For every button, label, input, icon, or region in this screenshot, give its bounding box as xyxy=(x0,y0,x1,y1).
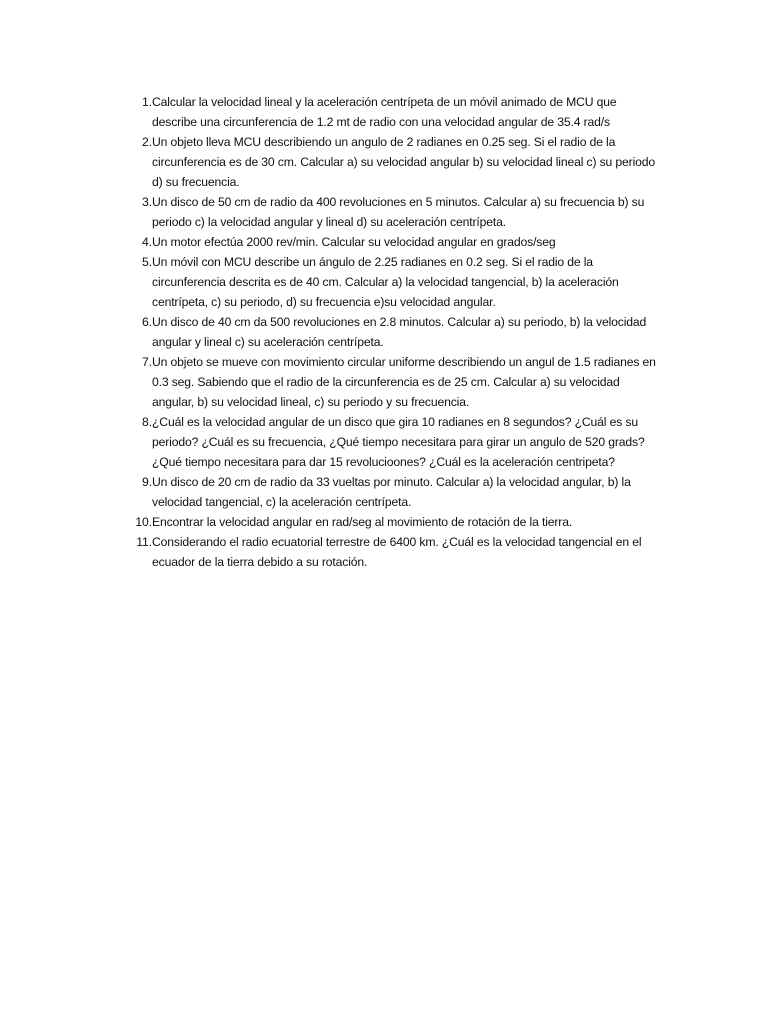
problem-text-9 xyxy=(152,472,662,512)
problem-number-4: 4. xyxy=(142,235,152,249)
problem-text-8-content: ¿Cuál es la velocidad angular de un disco que gira 10 radianes en 8 segundos? ¿Cuál es su periodo? ¿Cuál es su frecuencia, ¿Qué tiempo necesitara para girar un angulo de 520 grads? ¿Qué tiempo necesitara para dar 15 revolucioones? ¿Cuál es la aceleración centripeta? xyxy=(152,415,645,469)
problem-number-1: 1. xyxy=(142,95,152,109)
problem-text-9-content: Un disco de 20 cm de radio da 33 vueltas por minuto. Calcular a) la velocidad angular, b) la velocidad tangencial, c) la aceleración centrípeta. xyxy=(152,475,631,509)
problem-text-11-content: Considerando el radio ecuatorial terrestre de 6400 km. ¿Cuál es la velocidad tangencial en el ecuador de la tierra debido a su rotación. xyxy=(152,535,642,569)
problem-text-5 xyxy=(152,252,662,312)
problem-text-4 xyxy=(152,232,662,252)
problem-number-wrap-3 xyxy=(126,192,152,212)
problem-text-7-content: Un objeto se mueve con movimiento circular uniforme describiendo un angul de 1.5 radianes en 0.3 seg. Sabiendo que el radio de la circunferencia es de 25 cm. Calcular a) su velocidad angular, b) su velocidad lineal, c) su periodo y su frecuencia. xyxy=(152,355,656,409)
problem-item-8 xyxy=(126,412,662,472)
problem-number-5: 5. xyxy=(142,255,152,269)
problem-text-7 xyxy=(152,352,662,412)
problem-item-9 xyxy=(126,472,662,512)
problem-number-11: 11. xyxy=(136,535,152,549)
problem-item-2 xyxy=(126,132,662,192)
problem-number-3: 3. xyxy=(142,195,152,209)
problem-item-7 xyxy=(126,352,662,412)
problem-item-4 xyxy=(126,232,662,252)
problem-text-5-content: Un móvil con MCU describe un ángulo de 2.25 radianes en 0.2 seg. Si el radio de la circunferencia descrita es de 40 cm. Calcular a) la velocidad tangencial, b) la aceleración centrípeta, c) su periodo, d) su frecuencia e)su velocidad angular. xyxy=(152,255,619,309)
problem-number-10: 10. xyxy=(135,515,152,529)
problem-item-6 xyxy=(126,312,662,352)
problem-text-3 xyxy=(152,192,662,232)
problem-text-11 xyxy=(152,532,662,572)
problem-item-5 xyxy=(126,252,662,312)
problem-number-wrap-10 xyxy=(126,512,152,532)
problem-text-4-content: Un motor efectúa 2000 rev/min. Calcular su velocidad angular en grados/seg xyxy=(152,235,556,249)
problem-number-wrap-4 xyxy=(126,232,152,252)
problem-text-10 xyxy=(152,512,662,532)
problem-number-8: 8. xyxy=(142,415,152,429)
problem-text-1 xyxy=(152,92,662,132)
problem-item-11 xyxy=(126,532,662,572)
problem-number-wrap-11 xyxy=(126,532,152,552)
problem-item-3 xyxy=(126,192,662,232)
problem-number-wrap-1 xyxy=(126,92,152,112)
problem-text-8 xyxy=(152,412,662,472)
problem-number-wrap-9 xyxy=(126,472,152,492)
problem-item-1 xyxy=(126,92,662,132)
problem-number-6: 6. xyxy=(142,315,152,329)
problem-list xyxy=(126,92,662,572)
problem-number-7: 7. xyxy=(142,355,152,369)
problem-text-3-content: Un disco de 50 cm de radio da 400 revoluciones en 5 minutos. Calcular a) su frecuencia b) su periodo c) la velocidad angular y lineal d) su aceleración centrípeta. xyxy=(152,195,645,229)
problem-text-6-content: Un disco de 40 cm da 500 revoluciones en 2.8 minutos. Calcular a) su periodo, b) la velocidad angular y lineal c) su aceleración centrípeta. xyxy=(152,315,647,349)
problem-text-6 xyxy=(152,312,662,352)
problem-item-10 xyxy=(126,512,662,532)
problem-number-9: 9. xyxy=(142,475,152,489)
problem-text-2-content: Un objeto lleva MCU describiendo un angulo de 2 radianes en 0.25 seg. Si el radio de la circunferencia es de 30 cm. Calcular a) su velocidad angular b) su velocidad lineal c) su periodo d) su frecuencia. xyxy=(152,135,656,189)
problem-text-2 xyxy=(152,132,662,192)
problem-number-wrap-8 xyxy=(126,412,152,432)
problem-number-wrap-2 xyxy=(126,132,152,152)
problem-number-wrap-5 xyxy=(126,252,152,272)
problem-number-2: 2. xyxy=(142,135,152,149)
problem-text-1-content: Calcular la velocidad lineal y la aceleración centrípeta de un móvil animado de MCU que describe una circunferencia de 1.2 mt de radio con una velocidad angular de 35.4 rad/s xyxy=(152,95,617,129)
problem-number-wrap-7 xyxy=(126,352,152,372)
problem-text-10-content: Encontrar la velocidad angular en rad/seg al movimiento de rotación de la tierra. xyxy=(152,515,573,529)
problem-number-wrap-6 xyxy=(126,312,152,332)
